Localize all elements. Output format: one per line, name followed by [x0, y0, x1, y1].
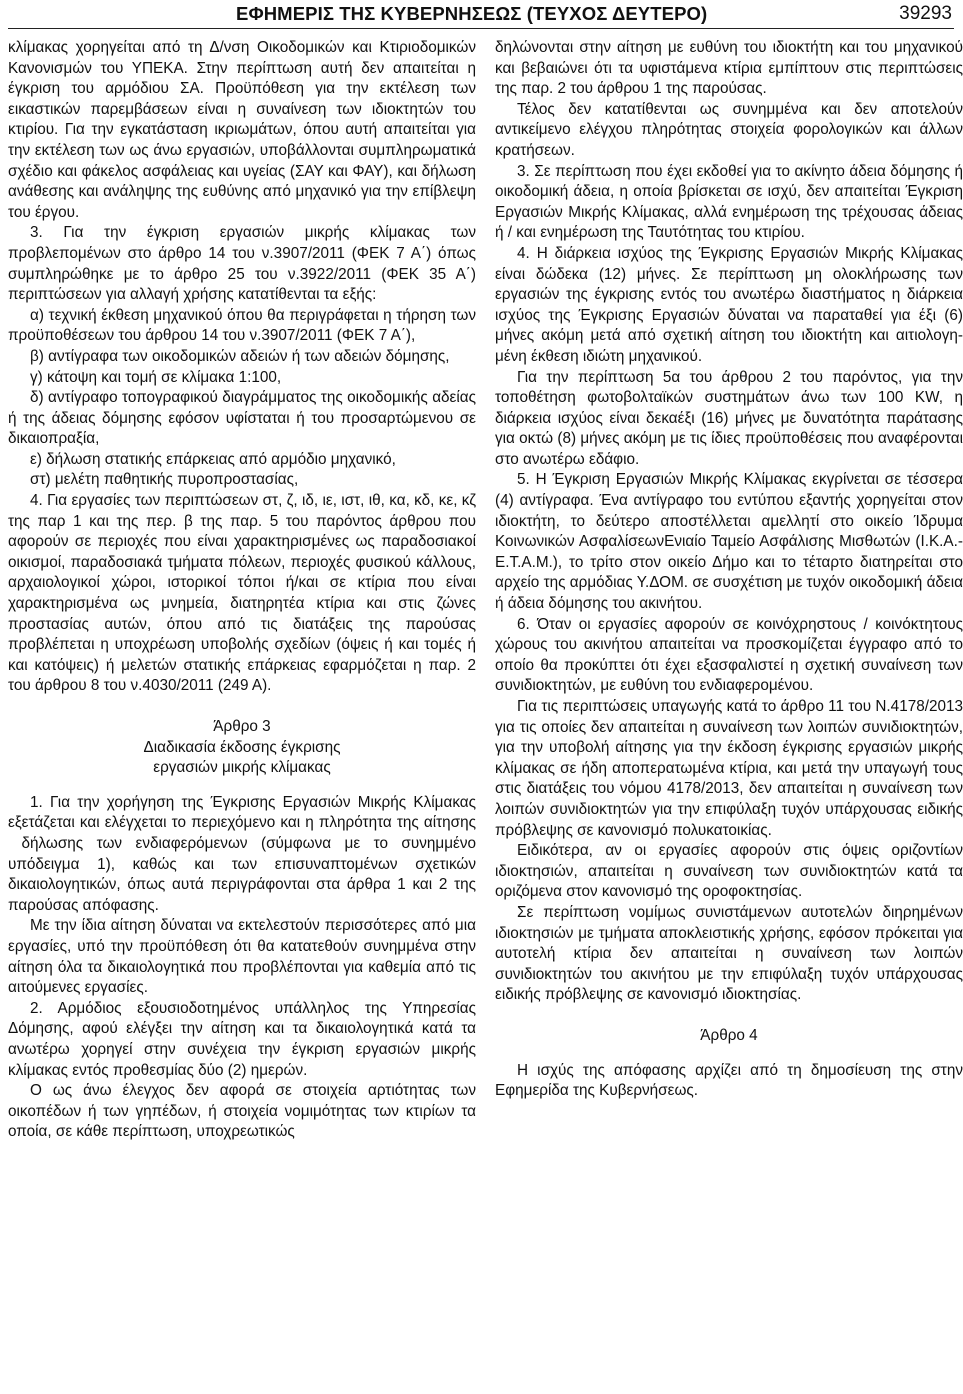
page-header [0, 0, 960, 26]
article-subtitle: Διαδικασία έκδοσης έγκρισης [143, 738, 341, 756]
paragraph: Ο ως άνω έλεγχος δεν αφορά σε στοιχεία αρτιότητας των οικοπέδων ή των γηπέδων, ή στοιχεία νομιμότητας των κτιρίων τα οποία, σε κάθε περίπτωση, υποχρεωτικώς [8, 1082, 476, 1141]
list-item: γ) κάτοψη και τομή σε κλίμακα 1:100, [30, 368, 282, 386]
paragraph: 4. Για εργασίες των περιπτώσεων στ, ζ, ιδ, ιε, ιστ, ιθ, κα, κδ, κε, κζ της παρ 1 και της περ. β της παρ. 5 του παρόντος άρθρου που αφορούν σε περιοχές που είναι χαρακτηρισμένες ως παραδοσιακοί οικισμοί, παραδοσιακά τμήματα πόλεων, περιοχές φυσικού κάλλους, αρχαιολογικοί χώροι, ιστορικοί τόποι ή/και σε κτίρια που είναι χαρακτηρισμένα ως μνημεία, διατηρητέα κτίρια και στις ζώνες προστασίας αυτών, όπου από τις διατάξεις της παρούσας προβλέπεται η υποχρέωση υποβολής σχεδίων (όψεις ή και τομές ή και κατόψεις) ή μελετών στατικής επάρκειας εφαρμόζεται η παρ. 2 του άρθρου 8 του ν.4030/2011 (249 Α). [8, 492, 476, 695]
paragraph: 6. Όταν οι εργασίες αφορούν σε κοινόχρηστους / κοινόκτητους χώρους του ακινήτου απαιτείται να προσκομίζεται έγγραφο από το οποίο θα προκύπτει ότι έχει εξασφαλιστεί η σχετική συναίνεση των συνιδιοκτητών, με ευθύνη του ενδιαφερομένου. [495, 615, 963, 695]
paragraph: δηλώνονται στην αίτηση με ευθύνη του ιδιοκτήτη και του μηχανικού και βεβαιώνει ότι τα υφιστάμενα κτίρια εμπίπτουν στις περιπτώσεις της παρ. 2 του άρθρου 1 της παρούσας. [495, 39, 963, 98]
paragraph: κλίμακας χορηγείται από τη Δ/νση Οικοδομικών και Κτιριοδομικών Κανονισμών του ΥΠΕΚΑ. Στην περίπτωση αυτή δεν απαιτείται η έγκριση του αρμόδιου ΣΑ. Προϋπόθεση για την εκτέλεση των εικαστικών παρεμβάσεων είναι η συναίνεση των ιδιοκτητών του κτιρίου. Για την εγκατάσταση ικριωμάτων, όπου αυτή απαιτείται για την εκτέλεση των ως άνω εργασιών, υποβάλλονται συμπληρωματικά σχέδιο και φάκελος ασφάλειας και υγείας (ΣΑΥ και ΦΑΥ), και δήλωση ανάθεσης και ανάληψης της ευθύνης από μηχανικό για την επίβλεψη του έργου. [8, 39, 476, 221]
paragraph: 5. Η Έγκριση Εργασιών Μικρής Κλίμακας εκγρίνεται σε τέσσερα (4) αντίγραφα. Ένα αντίγραφο του εντύπου εξαντής χορηγείται στον ιδιοκτήτη, το δεύτερο αποστέλλεται αμελλητί στο οικείο Ίδρυμα Κοινωνικών ΑσφαλίσεωνΕνιαίο Ταμείο Ασφάλισης Μισθωτών (Ι.Κ.Α.Ε.Τ.Α.Μ.), το τρίτο στον οικείο Δήμο και το τέταρτο διατηρείται στο αρχείο της αρμόδιας Υ.ΔΟΜ. σε συσχέτιση με τυχόν οικοδομική άδεια ή άδεια δόμησης του ακινήτου. [495, 471, 963, 613]
list-item: β) αντίγραφα των οικοδομικών αδειών ή των αδειών δόμησης, [30, 347, 450, 365]
paragraph: 3. Για την έγκριση εργασιών μικρής κλίμακας των προβλεπομένων στο άρθρο 14 του ν.3907/2011 (ΦΕΚ 7 Α΄) όπως συμπληρώθηκε με το άρθρο 25 του ν.3922/2011 (ΦΕΚ 35 Α΄) περιπτώσεων για αλλαγή χρήσης κατατίθενται τα εξής: [8, 224, 476, 304]
paragraph: Για τις περιπτώσεις υπαγωγής κατά το άρθρο 11 του Ν.4178/2013 για τις οποίες δεν απαιτείται η συναίνεση των λοιπών συνιδιοκτητών, για την υποβολή αίτησης για την έκδοση έγκρισης εργασιών μικρής κλίμακας σε ήδη αποπερατωμένα κτίρια, και μετά την υπαγωγή τους στις διατάξεις του νόμου 4178/2013, δεν απαιτείται η συναίνεση των λοιπών συνιδιοκτητών για την επιφύλαξη τυχόν υπάρχουσας ειδικής πρόβλεψης σε κανονισμό πολυκατοικίας. [495, 698, 963, 839]
list-item: δ) αντίγραφο τοπογραφικού διαγράμματος της οικοδομικής αδείας ή της άδειας δόμησης εφόσον υφίσταται ή του προσαρτώμενου σε δικαιοπραξία, [8, 389, 476, 448]
list-item: στ) μελέτη παθητικής πυροπροστασίας, [30, 471, 299, 489]
header-divider [8, 28, 954, 29]
paragraph: 1. Για την χορήγηση της Έγκρισης Εργασιών Μικρής Κλίμακας εξετάζεται και ελέγχεται το περιεχόμενο και η πληρότητα της αίτησης δήλωσης των ενδιαφερόμενων (σύμφωνα με το συνημμένο υπόδειγμα 1), καθώς και των επισυναπτομένων σχετικών δικαιολογητικών, όπως αυτά περιγράφονται στα άρθρα 1 και 2 της παρούσας απόφασης. [8, 793, 476, 914]
article-subtitle: εργασιών μικρής κλίμακας [153, 759, 331, 777]
paragraph: Με την ίδια αίτηση δύναται να εκτελεστούν περισσότερες από μια εργασίες, υπό την προϋπόθεση ότι θα κατατεθούν συνημμένα στην αίτηση όλα τα δικαιολογητικά που προβλέπονται για καθεμία από τις αιτούμενες εργασίες. [8, 917, 476, 997]
paragraph: Η ισχύς της απόφασης αρχίζει από τη δημοσίευση της στην Εφημερίδα της Κυβερνήσεως. [495, 1061, 963, 1100]
paragraph: Για την περίπτωση 5α του άρθρου 2 του παρόντος, για την τοποθέτηση φωτοβολταϊκών συστημάτων άνω των 100 KW, η διάρκεια ισχύος είναι δεκαέξι (16) μήνες με δυνατότητα παράτασης για οκτώ (8) μήνες ακόμη με τις ίδιες προϋποθέσεις που αναφέρονται στο ανωτέρω εδάφιο. [495, 368, 963, 468]
list-item: ε) δήλωση στατικής επάρκειας από αρμόδιο μηχανικό, [30, 450, 396, 468]
left-column [8, 38, 476, 1143]
article-heading: Άρθρο 3 [213, 718, 271, 735]
gazette-title: ΕΦΗΜΕΡΙΣ ΤΗΣ ΚΥΒΕΡΝΗΣΕΩΣ (ΤΕΥΧΟΣ ΔΕΥΤΕΡΟ) [236, 3, 708, 24]
list-item: α) τεχνική έκθεση μηχανικού όπου θα περιγράφεται η τήρηση των προϋποθέσεων του άρθρου 14 του ν.3907/2011 (ΦΕΚ 7 Α΄), [8, 306, 476, 345]
paragraph: 4. Η διάρκεια ισχύος της Έγκρισης Εργασιών Μικρής Κλίμακας είναι δώδεκα (12) μήνες. Σε περίπτωση μη ολοκλήρωσης των εργασιών της έγκρισης εντός του ανωτέρω διαστήματος η διάρκεια ισχύος της Έγκρισης Εργασιών δύναται να παραταθεί για έξι (6) μήνες ακόμη μετά από σχετική αίτηση του ιδιοκτήτη και αιτιολογημένη έκθεση ιδιώτη μηχανικού. [495, 244, 963, 365]
article-heading: Άρθρο 4 [700, 1026, 758, 1044]
paragraph: Σε περίπτωση νομίμως συνιστάμενων αυτοτελών διηρημένων ιδιοκτησιών με τμήματα αποκλειστικής χρήσης, εφόσον πρόκειται για αυτοτελή κτίρια δεν απαιτείται η συναίνεση των λοιπών συνιδιοκτητών του ακινήτου με την επιφύλαξη τυχόν υπάρχουσας ειδικής πρόβλεψης σε κανονισμό ιδιοκτησίας. [495, 903, 963, 1004]
page-number: 39293 [899, 3, 952, 24]
right-column [495, 38, 963, 1102]
paragraph: 3. Σε περίπτωση που έχει εκδοθεί για το ακίνητο άδεια δόμησης ή οικοδομική άδεια, η οποία βρίσκεται σε ισχύ, δεν απαιτείται Έγκριση Εργασιών Μικρής Κλίμακας, αλλά ενημέρωση της τρέχουσας άδειας ή / και ενημέρωση της Ταυτότητας του κτιρίου. [495, 162, 963, 242]
paragraph: Ειδικότερα, αν οι εργασίες αφορούν στις όψεις οριζοντίων ιδιοκτησιών, απαιτείται η συναίνεση των συνιδιοκτητών κατά τα οριζόμενα στον κανονισμό της οροφοκτησίας. [495, 842, 963, 901]
paragraph: 2. Αρμόδιος εξουσιοδοτημένος υπάλληλος της Υπηρεσίας Δόμησης, αφού ελέγξει την αίτηση και τα δικαιολογητικά κατά τα ανωτέρω χορηγεί στην συνέχεια την έγκριση εργασιών μικρής κλίμακας εντός προθεσμίας δύο (2) ημερών. [8, 999, 476, 1079]
paragraph: Τέλος δεν κατατίθενται ως συνημμένα και δεν αποτελούν αντικείμενο ελέγχου πληρότητας στοιχεία φορολογικών και άλλων κρατήσεων. [495, 100, 963, 159]
